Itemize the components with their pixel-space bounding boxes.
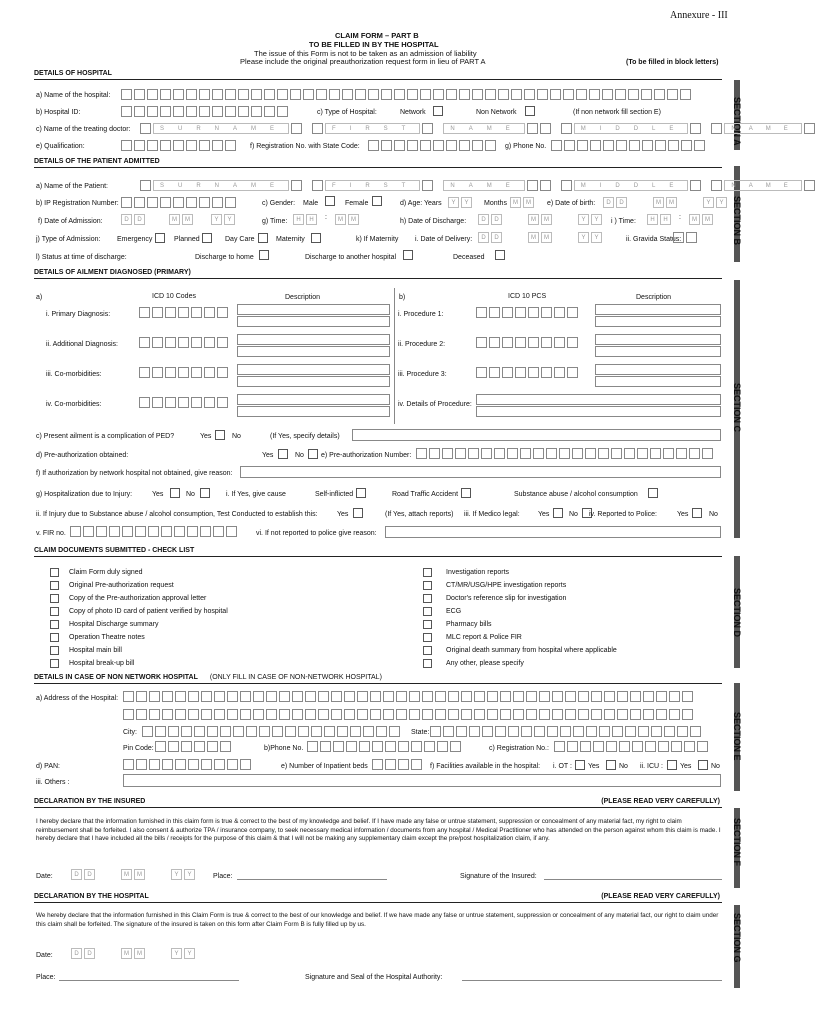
city-label: City:	[123, 729, 137, 736]
comorbidities-2-desc-2[interactable]	[237, 406, 390, 417]
hospital-declaration-text: We hereby declare that the information furnished in this Claim Form is true & correct to the best of our knowledge and belief. If we have made any false or untrue statement, suppression or concealment of any material fact, our right to claim under this claim shall be forfeited. The signature of the insured is taken on this form after Claim Form B is fully filled up by us.	[36, 912, 719, 928]
preauth-number-label: e) Pre-authorization Number:	[321, 452, 412, 459]
annexure-label: Annexure - III	[670, 10, 728, 21]
icu-label: ii. ICU :	[640, 763, 663, 770]
ailment-divider	[394, 288, 395, 424]
hospital-place-line[interactable]	[59, 980, 239, 981]
hospital-date-label: Date:	[36, 952, 53, 959]
patient-name-label: a) Name of the Patient:	[36, 183, 108, 190]
injury-label: g) Hospitalization due to Injury:	[36, 491, 133, 498]
procedure-1-desc-1[interactable]	[595, 304, 721, 315]
non-network-note: (If non network fill section E)	[573, 109, 661, 116]
age-months-boxes[interactable]: M M	[510, 197, 534, 208]
document-item[interactable]: Hospital main bill	[50, 644, 370, 657]
ped-yes-label: Yes	[200, 433, 212, 440]
medico-legal-label: iii. If Medico legal:	[464, 511, 520, 518]
insured-signature-line[interactable]	[544, 879, 722, 880]
description-header-2: Description	[636, 294, 672, 301]
section-e-label: SECTION E	[732, 712, 742, 761]
insured-place-label: Place:	[213, 873, 233, 880]
substance-label: Substance abuse / alcohol consumption	[514, 491, 638, 498]
hospital-type-label: c) Type of Hospital:	[317, 109, 377, 116]
procedure-3-desc-1[interactable]	[595, 364, 721, 375]
female-label: Female	[345, 200, 369, 207]
hospital-place-label: Place:	[36, 974, 56, 981]
others-field[interactable]	[123, 774, 721, 787]
nonnet-phone-boxes[interactable]	[307, 741, 461, 752]
maternity-label: Maternity	[276, 236, 305, 243]
test-yes-label: Yes	[337, 511, 349, 518]
address-label: a) Address of the Hospital:	[36, 695, 119, 702]
patient-section-title: DETAILS OF THE PATIENT ADMITTED	[34, 158, 722, 168]
attach-reports-note: (If Yes, attach reports)	[385, 511, 454, 518]
non-network-section-title: DETAILS IN CASE OF NON NETWORK HOSPITAL (ONLY FILL IN CASE OF NON-NETWORK HOSPITAL)	[34, 674, 722, 684]
icu-no-label: No	[711, 763, 720, 770]
comorbidities-code[interactable]	[139, 367, 228, 378]
comorbidities-2-desc-1[interactable]	[237, 394, 390, 405]
icd10-header: ICD 10 Codes	[152, 293, 196, 300]
daycare-checkbox[interactable]	[258, 233, 268, 243]
nonnet-registration-label: c) Registration No.:	[489, 745, 549, 752]
medico-yes-checkbox[interactable]	[553, 508, 563, 518]
planned-label: Planned	[174, 236, 200, 243]
document-item[interactable]: Claim Form duly signed	[50, 566, 370, 579]
insured-date-boxes[interactable]: D D M M Y Y	[71, 869, 195, 880]
admission-time-boxes[interactable]: H H : M M	[293, 214, 359, 225]
ip-registration-boxes[interactable]	[121, 197, 236, 208]
rta-checkbox[interactable]	[461, 488, 471, 498]
ot-label: i. OT :	[553, 763, 572, 770]
injury-cause-label: i. If Yes, give cause	[226, 491, 286, 498]
document-item[interactable]: MLC report & Police FIR	[423, 631, 723, 644]
procedure-3-label: iii. Procedure 3:	[398, 371, 447, 378]
nonnet-phone-label: b)Phone No.	[264, 745, 304, 752]
registration-boxes[interactable]	[368, 140, 496, 151]
icu-yes-label: Yes	[680, 763, 692, 770]
section-c-label: SECTION C	[732, 383, 742, 433]
document-item[interactable]: Investigation reports	[423, 566, 723, 579]
pin-code-label: Pin Code:	[123, 745, 154, 752]
document-item[interactable]: Copy of the Pre-authorization approval letter	[50, 592, 370, 605]
ped-yes-checkbox[interactable]	[215, 430, 225, 440]
phone-boxes[interactable]	[551, 140, 705, 151]
discharge-home-checkbox[interactable]	[259, 250, 269, 260]
primary-diagnosis-code[interactable]	[139, 307, 228, 318]
hospital-id-boxes[interactable]	[121, 106, 288, 117]
state-boxes[interactable]	[430, 726, 701, 737]
police-no-label: No	[709, 511, 718, 518]
section-f-label: SECTION F	[732, 818, 742, 867]
delivery-date-label: i. Date of Delivery:	[415, 236, 473, 243]
medico-yes-label: Yes	[538, 511, 550, 518]
block-letters-note: (To be filled in block letters)	[626, 59, 719, 66]
age-years-boxes[interactable]: Y Y	[448, 197, 472, 208]
document-item[interactable]: Operation Theatre notes	[50, 631, 370, 644]
preauth-note: Please include the original preauthorization request form in lieu of PART A	[240, 57, 486, 66]
hospital-id-label: b) Hospital ID:	[36, 109, 81, 116]
discharge-status-label: l) Status at time of discharge:	[36, 254, 127, 261]
test-yes-checkbox[interactable]	[353, 508, 363, 518]
icu-no-checkbox[interactable]	[698, 760, 708, 770]
document-item[interactable]: Hospital Discharge summary	[50, 618, 370, 631]
document-item[interactable]: Pharmacy bills	[423, 618, 723, 631]
document-item[interactable]: Copy of photo ID card of patient verified by hospital	[50, 605, 370, 618]
preauth-yes-label: Yes	[262, 452, 274, 459]
dob-label: e) Date of birth:	[547, 200, 596, 207]
rta-label: Road Traffic Accident	[392, 491, 459, 498]
section-b-label: SECTION B	[732, 196, 742, 246]
admission-date-label: f) Date of Admission:	[38, 218, 103, 225]
self-inflicted-label: Self-inflicted	[315, 491, 354, 498]
maternity-checkbox[interactable]	[311, 233, 321, 243]
preauth-no-checkbox[interactable]	[308, 449, 318, 459]
treating-doctor-label: c) Name of the treating doctor:	[36, 126, 131, 133]
ped-details[interactable]	[352, 429, 721, 441]
documents-left-list	[50, 566, 370, 670]
preauth-label: d) Pre-authorization obtained:	[36, 452, 129, 459]
hospital-section-title: DETAILS OF HOSPITAL	[34, 70, 722, 80]
gravida-boxes[interactable]	[673, 232, 697, 243]
preauth-no-label: No	[295, 452, 304, 459]
not-obtained-label: f) If authorization by network hospital not obtained, give reason:	[36, 470, 233, 477]
comorbidities-label: iii. Co-morbidities:	[46, 371, 102, 378]
hospital-signature-label: Signature and Seal of the Hospital Authority:	[305, 974, 443, 981]
description-header: Description	[285, 294, 321, 301]
daycare-label: Day Care	[225, 236, 255, 243]
ped-label: c) Present ailment is a complication of PED?	[36, 433, 175, 440]
procedure-3-desc-2[interactable]	[595, 376, 721, 387]
procedure-1-code[interactable]	[476, 307, 578, 318]
ip-registration-label: b) IP Registration Number:	[36, 200, 119, 207]
medico-no-label: No	[569, 511, 578, 518]
injury-yes-label: Yes	[152, 491, 164, 498]
insured-date-label: Date:	[36, 873, 53, 880]
hospital-name-label: a) Name of the hospital:	[36, 92, 111, 99]
address-line-1[interactable]	[123, 691, 693, 702]
primary-diagnosis-desc-1[interactable]	[237, 304, 390, 315]
document-item[interactable]: Hospital break-up bill	[50, 657, 370, 670]
procedure-2-code[interactable]	[476, 337, 578, 348]
male-label: Male	[303, 200, 319, 207]
additional-diagnosis-code[interactable]	[139, 337, 228, 348]
icu-yes-checkbox[interactable]	[667, 760, 677, 770]
primary-diagnosis-desc-2[interactable]	[237, 316, 390, 327]
procedure-3-code[interactable]	[476, 367, 578, 378]
others-label: iii. Others :	[36, 779, 70, 786]
ped-no-label: No	[232, 433, 241, 440]
male-checkbox[interactable]	[325, 196, 335, 206]
patient-name-boxes[interactable]: SURNAME FIRST NAME MIDDLE NAME	[140, 180, 815, 191]
discharge-date-label: h) Date of Discharge:	[400, 218, 467, 225]
phone-label: g) Phone No.	[505, 143, 547, 150]
injury-no-checkbox[interactable]	[200, 488, 210, 498]
deceased-label: Deceased	[453, 254, 485, 261]
discharge-date-boxes[interactable]: D D M M Y Y	[478, 214, 602, 225]
qualification-label: e) Qualification:	[36, 143, 85, 150]
state-label: State:	[411, 729, 430, 736]
comorbidities-desc-2[interactable]	[237, 376, 390, 387]
inpatient-beds-label: e) Number of Inpatient beds	[281, 763, 368, 770]
non-network-checkbox[interactable]	[525, 106, 535, 116]
document-item[interactable]: Original death summary from hospital where applicable	[423, 644, 723, 657]
delivery-date-boxes[interactable]: D D M M Y Y	[478, 232, 602, 243]
document-item[interactable]: Doctor's reference slip for investigation	[423, 592, 723, 605]
preauth-number-boxes[interactable]	[416, 448, 713, 459]
months-label: Months	[484, 200, 507, 207]
document-item[interactable]: ECG	[423, 605, 723, 618]
facilities-label: f) Facilities available in the hospital:	[430, 763, 541, 770]
pin-code-boxes[interactable]	[155, 741, 231, 752]
qualification-boxes[interactable]	[121, 140, 236, 151]
if-maternity-label: k) If Maternity	[356, 236, 399, 243]
discharge-another-checkbox[interactable]	[403, 250, 413, 260]
insured-declaration-title: DECLARATION BY THE INSURED (PLEASE READ VERY CAREFULLY)	[34, 798, 722, 808]
comorbidities-2-code[interactable]	[139, 397, 228, 408]
admission-date-boxes[interactable]: D D M M Y Y	[121, 214, 235, 225]
age-label: d) Age: Years	[400, 200, 442, 207]
fir-boxes[interactable]	[70, 526, 237, 537]
fir-label: v. FIR no.	[36, 530, 66, 537]
ot-no-checkbox[interactable]	[606, 760, 616, 770]
hospital-signature-line[interactable]	[462, 980, 722, 981]
procedure-2-label: ii. Procedure 2:	[398, 341, 446, 348]
not-obtained-reason[interactable]	[240, 466, 721, 478]
procedure-1-label: i. Procedure 1:	[398, 311, 444, 318]
not-reported-reason[interactable]	[385, 526, 721, 538]
dob-boxes[interactable]: D D M M Y Y	[603, 197, 727, 208]
additional-diagnosis-desc-1[interactable]	[237, 334, 390, 345]
discharge-time-boxes[interactable]: H H : M M	[647, 214, 713, 225]
doctor-name-boxes[interactable]: SURNAME FIRST NAME MIDDLE NAME	[140, 123, 815, 134]
female-checkbox[interactable]	[372, 196, 382, 206]
network-checkbox[interactable]	[433, 106, 443, 116]
form-title: CLAIM FORM – PART B	[335, 31, 419, 40]
ped-note: (If Yes, specify details)	[270, 433, 340, 440]
gravida-label: ii. Gravida Status:	[626, 236, 682, 243]
test-conducted-label: ii. If Injury due to Substance abuse / alcohol consumption, Test Conducted to establish this:	[36, 511, 318, 518]
admission-type-label: j) Type of Admission:	[36, 236, 101, 243]
section-d-label: SECTION D	[732, 588, 742, 638]
insured-place-line[interactable]	[237, 879, 387, 880]
liability-note: The issue of this Form is not to be taken as an admission of liability	[254, 49, 477, 58]
discharge-time-label: i ) Time:	[611, 218, 636, 225]
discharge-another-label: Discharge to another hospital	[305, 254, 397, 261]
insured-declaration-text: I hereby declare that the information furnished in this claim form is true & correct to the best of my knowledge and belief. If I have made any false or untrue statement, suppression or concealment of any material fact, my right to claim reimbursement shall be forfeited. I also consent & authorize TPA / insurance company, to seek necessary medical information / documents from any hospital / Medical Practitioner who has attended on the person against whom this claim is made. I hereby declare that I have included all the bills / receipts for the purpose of this claim & that I will not be making any supplementary claim except the pre/post hospitalization claim, if any.	[36, 818, 721, 842]
hospital-declaration-title: DECLARATION BY THE HOSPITAL (PLEASE READ VERY CAREFULLY)	[34, 893, 722, 903]
non-network-label: Non Network	[476, 109, 517, 116]
section-a-label: SECTION A	[732, 97, 742, 146]
additional-diagnosis-desc-2[interactable]	[237, 346, 390, 357]
procedure-2-desc-1[interactable]	[595, 334, 721, 345]
not-reported-label: vi. If not reported to police give reason:	[256, 530, 377, 537]
form-subtitle: TO BE FILLED IN BY THE HOSPITAL	[309, 40, 439, 49]
icd10-pcs-header: ICD 10 PCS	[508, 293, 547, 300]
emergency-checkbox[interactable]	[155, 233, 165, 243]
document-item[interactable]: Original Pre-authorization request	[50, 579, 370, 592]
discharge-home-label: Discharge to home	[195, 254, 254, 261]
ot-no-label: No	[619, 763, 628, 770]
admission-time-label: g) Time:	[262, 218, 288, 225]
ailment-a-label: a)	[36, 294, 43, 301]
police-yes-label: Yes	[677, 511, 689, 518]
gender-label: c) Gender:	[262, 200, 296, 207]
city-boxes[interactable]	[142, 726, 400, 737]
comorbidities-desc-1[interactable]	[237, 364, 390, 375]
ailment-section-title: DETAILS OF AILMENT DIAGNOSED (PRIMARY)	[34, 269, 722, 279]
nonnet-registration-boxes[interactable]	[554, 741, 708, 752]
pan-label: d) PAN:	[36, 763, 60, 770]
procedure-details-2[interactable]	[476, 406, 721, 417]
emergency-label: Emergency	[117, 236, 153, 243]
documents-right-list	[423, 566, 723, 670]
procedure-details-1[interactable]	[476, 394, 721, 405]
hospital-name-boxes[interactable]	[121, 89, 691, 100]
comorbidities-2-label: iv. Co-morbidities:	[46, 401, 102, 408]
address-line-2[interactable]	[123, 709, 693, 720]
procedure-1-desc-2[interactable]	[595, 316, 721, 327]
deceased-checkbox[interactable]	[495, 250, 505, 260]
police-label: iv. Reported to Police:	[589, 511, 657, 518]
planned-checkbox[interactable]	[202, 233, 212, 243]
primary-diagnosis-label: i. Primary Diagnosis:	[46, 311, 111, 318]
ot-yes-label: Yes	[588, 763, 600, 770]
registration-label: f) Registration No. with State Code:	[250, 143, 360, 150]
pan-boxes[interactable]	[123, 759, 251, 770]
document-item[interactable]: Any other, please specify	[423, 657, 723, 670]
additional-diagnosis-label: ii. Additional Diagnosis:	[46, 341, 118, 348]
injury-yes-checkbox[interactable]	[170, 488, 180, 498]
inpatient-beds-boxes[interactable]	[372, 759, 422, 770]
police-yes-checkbox[interactable]	[692, 508, 702, 518]
section-g-label: SECTION G	[732, 913, 742, 963]
ot-yes-checkbox[interactable]	[575, 760, 585, 770]
documents-section-title: CLAIM DOCUMENTS SUBMITTED - CHECK LIST	[34, 547, 722, 557]
hospital-date-boxes[interactable]: D D M M Y Y	[71, 948, 195, 959]
substance-checkbox[interactable]	[648, 488, 658, 498]
document-item[interactable]: CT/MR/USG/HPE investigation reports	[423, 579, 723, 592]
network-label: Network	[400, 109, 426, 116]
ailment-b-label: b)	[399, 294, 406, 301]
insured-signature-label: Signature of the Insured:	[460, 873, 537, 880]
procedure-2-desc-2[interactable]	[595, 346, 721, 357]
self-inflicted-checkbox[interactable]	[356, 488, 366, 498]
procedure-details-label: iv. Details of Procedure:	[398, 401, 472, 408]
injury-no-label: No	[186, 491, 195, 498]
preauth-yes-checkbox[interactable]	[278, 449, 288, 459]
